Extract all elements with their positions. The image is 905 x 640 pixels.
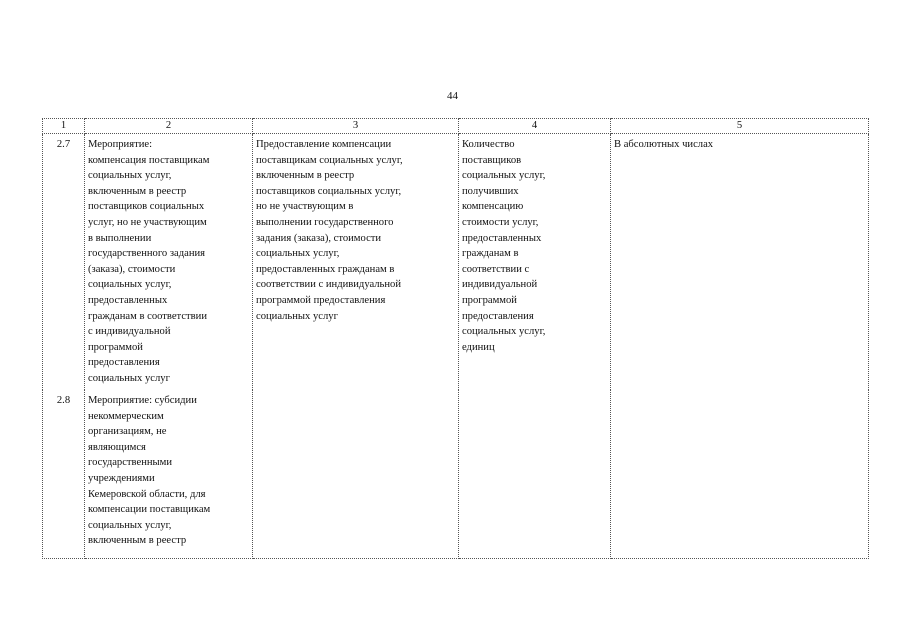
column-header-1: 1 [43,119,85,134]
indicators-table [42,118,869,559]
indicator-cell: Количество поставщиков социальных услуг, получивших компенсацию стоимости услуг, предоставленных гражданам в соответствии с индивидуальной программой предоставления социальных услуг, единиц [459,134,611,391]
column-header-5: 5 [611,119,869,134]
unit-cell [611,390,869,559]
unit-cell: В абсолютных числах [611,134,869,391]
column-header-2: 2 [85,119,253,134]
column-header-4: 4 [459,119,611,134]
measure-description-cell: Предоставление компенсации поставщикам социальных услуг, включенным в реестр поставщиков социальных услуг, но не участвующим в выполнении государственного задания (заказа), стоимости социальных услуг, предоставленных гражданам в соответствии с индивидуальной программой предоставления социальных услуг [253,134,459,391]
table-row [43,134,869,391]
measure-name-cell: Мероприятие: компенсация поставщикам социальных услуг, включенным в реестр поставщиков социальных услуг, но не участвующим в выполнении государственного задания (заказа), стоимости социальных услуг, предоставленных гражданам в соответствии с индивидуальной программой предоставления социальных услуг [85,134,253,391]
page-number: 44 [447,90,458,102]
table-header-row [43,119,869,134]
row-number-cell: 2.7 [43,134,85,391]
indicator-cell [459,390,611,559]
column-header-3: 3 [253,119,459,134]
measure-name-cell: Мероприятие: субсидии некоммерческим организациям, не являющимся государственными учреждениями Кемеровской области, для компенсации поставщикам социальных услуг, включенным в реестр [85,390,253,559]
row-number-cell: 2.8 [43,390,85,559]
table-row [43,390,869,559]
measure-description-cell [253,390,459,559]
